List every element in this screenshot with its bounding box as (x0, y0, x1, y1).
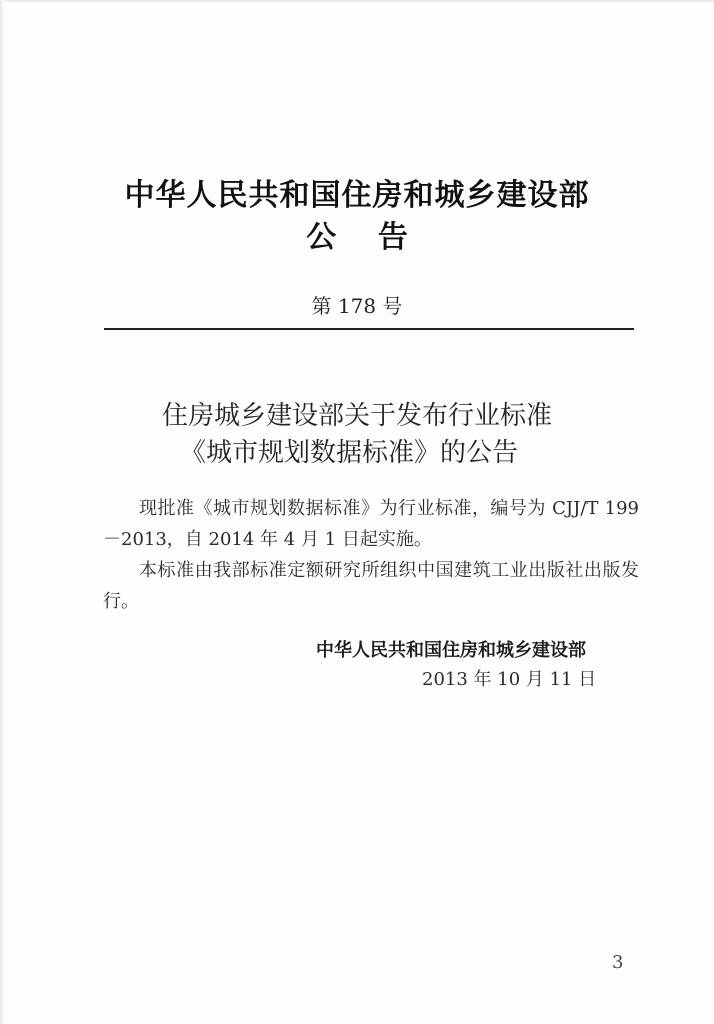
body-paragraph-2: 本标准由我部标准定额研究所组织中国建筑工业出版社出版发行。 (103, 560, 639, 612)
body-paragraph-1: 现批准《城市规划数据标准》为行业标准，编号为 CJJ/T 199－2013，自 2014 年 4 月 1 日起实施。 (103, 498, 639, 550)
subject-title-line-2: 《城市规划数据标准》的公告 (179, 438, 518, 468)
page-number: 3 (612, 952, 624, 973)
notice-title: 公 告 (306, 220, 408, 255)
notice-number: 第 178 号 (311, 294, 403, 318)
signature-date: 2013 年 10 月 11 日 (422, 669, 597, 690)
scan-edge-top (0, 0, 714, 3)
issuer-title: 中华人民共和国住房和城乡建设部 (124, 178, 590, 213)
subject-title-line-1: 住房城乡建设部关于发布行业标准 (161, 401, 552, 431)
signature-organization: 中华人民共和国住房和城乡建设部 (316, 640, 586, 661)
scan-edge-left (0, 0, 4, 1024)
separator-rule (104, 328, 634, 330)
